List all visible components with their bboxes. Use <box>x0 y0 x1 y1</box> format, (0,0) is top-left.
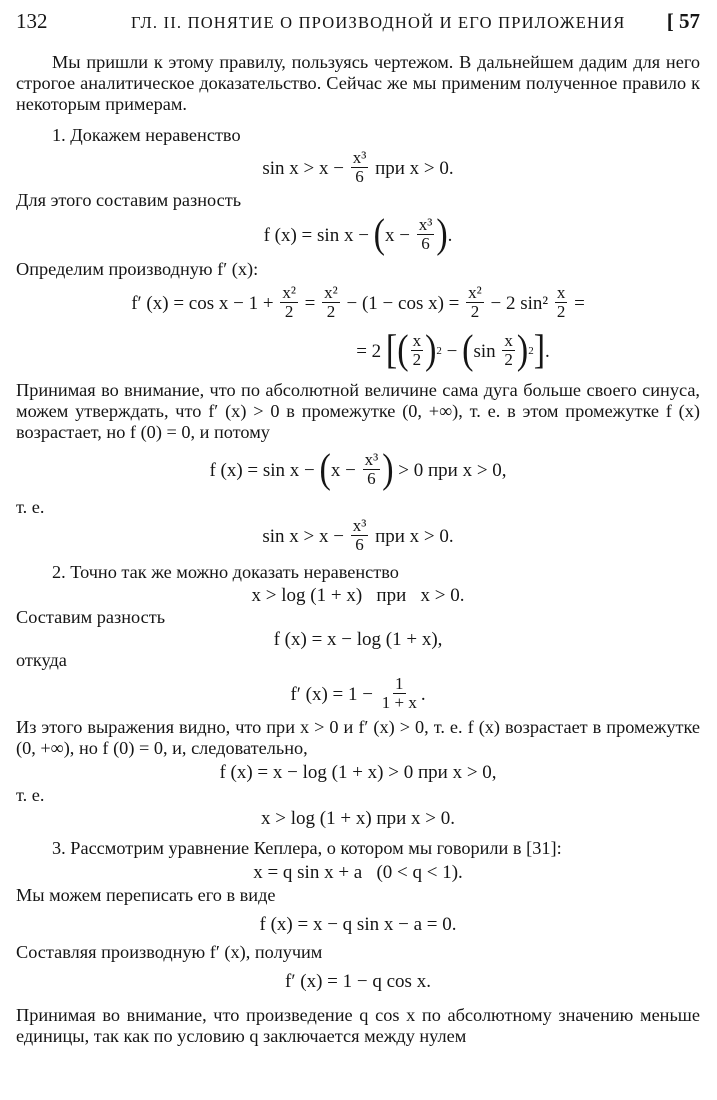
example-2-heading: 2. Точно так же можно доказать неравенство <box>52 562 399 582</box>
example-1-reasoning: Принимая во внимание, что по абсолютной величине сама дуга больше своего синуса, можем утверждать, что f′ (x) > 0 в промежутке (0, +∞), т. е. в этом промежутке f (x) возрастает, но f (0) = 0, и потому <box>16 380 700 442</box>
example-1-difference-text: Для этого составим разность <box>16 190 242 210</box>
formula-difference: f (x) = sin x − ( x − $\frac{\text{x³}}{6}$ ) . <box>263 212 453 257</box>
example-1-derivative-text: Определим производную f′ (x): <box>16 259 259 279</box>
page-number: 132 <box>16 9 48 33</box>
page-header <box>16 9 700 39</box>
te-label-1: т. е. <box>16 497 45 517</box>
example-1-heading: 1. Докажем неравенство <box>52 125 241 145</box>
example-3-rewrite-text: Мы можем переписать его в виде <box>16 885 276 905</box>
formula-derivative-line-1: f′ (x) = cos x − 1 + $\frac{\text{x²}}{2}$ = $\frac{\text{x²}}{2}$ − (1 − cos x) = $\frac{\text{x²}}{2}$ − 2 sin² $\frac{x}{2}$ = <box>131 283 585 322</box>
formula-derivative-line-2: = 2 [ ( $\frac{x}{2}$ ) 2 − ( sin $\frac{x}{2}$ ) 2 ] . <box>356 328 550 373</box>
formula-f-positive: f (x) = sin x − ( x − $\frac{\text{x³}}{6}$ ) > 0 при x > 0, <box>209 447 507 492</box>
page-body <box>16 52 700 1047</box>
formula-sin-conclusion: sin x > x − $\frac{\text{x³}}{6}$ при x > 0. <box>262 516 454 555</box>
chapter-title: ГЛ. II. ПОНЯТИЕ О ПРОИЗВОДНОЙ И ЕГО ПРИЛОЖЕНИЯ <box>131 13 626 32</box>
formula-log-conclusion: x > log (1 + x) при x > 0. <box>261 807 455 829</box>
intro-paragraph: Мы пришли к этому правилу, пользуясь чертежом. В дальнейшем дадим для него строгое аналитическое доказательство. Сейчас же мы применим полученное правило к некоторым примерам. <box>16 52 700 114</box>
example-2-difference-text: Составим разность <box>16 607 166 627</box>
section-number: [ 57 <box>666 9 700 33</box>
formula-sin-inequality: sin x > x − $\frac{\text{x³}}{6}$ при x > 0. <box>262 148 454 187</box>
formula-kepler: x = q sin x + a (0 < q < 1). <box>253 861 463 883</box>
formula-kepler-derivative: f′ (x) = 1 − q cos x. <box>285 970 431 992</box>
example-3-derivative-text: Составляя производную f′ (x), получим <box>16 942 323 962</box>
formula-log-derivative: f′ (x) = 1 − $\frac{1}{1 + x}$ . <box>290 674 426 713</box>
te-label-2: т. е. <box>16 785 45 805</box>
formula-log-positive: f (x) = x − log (1 + x) > 0 при x > 0, <box>219 761 497 783</box>
example-2-reasoning: Из этого выражения видно, что при x > 0 и f′ (x) > 0, т. е. f (x) возрастает в промежутке (0, +∞), но f (0) = 0, и, следовательно, <box>16 717 700 758</box>
formula-kepler-f: f (x) = x − q sin x − a = 0. <box>259 913 457 935</box>
example-3-heading: 3. Рассмотрим уравнение Кеплера, о котором мы говорили в [31]: <box>52 838 562 858</box>
example-2-whence: откуда <box>16 650 67 670</box>
example-3-reasoning: Принимая во внимание, что произведение q cos x по абсолютному значению меньше единицы, так как по условию q заключается между нулем <box>16 1005 700 1046</box>
formula-log-difference: f (x) = x − log (1 + x), <box>273 628 443 650</box>
formula-log-inequality: x > log (1 + x) при x > 0. <box>251 584 465 606</box>
